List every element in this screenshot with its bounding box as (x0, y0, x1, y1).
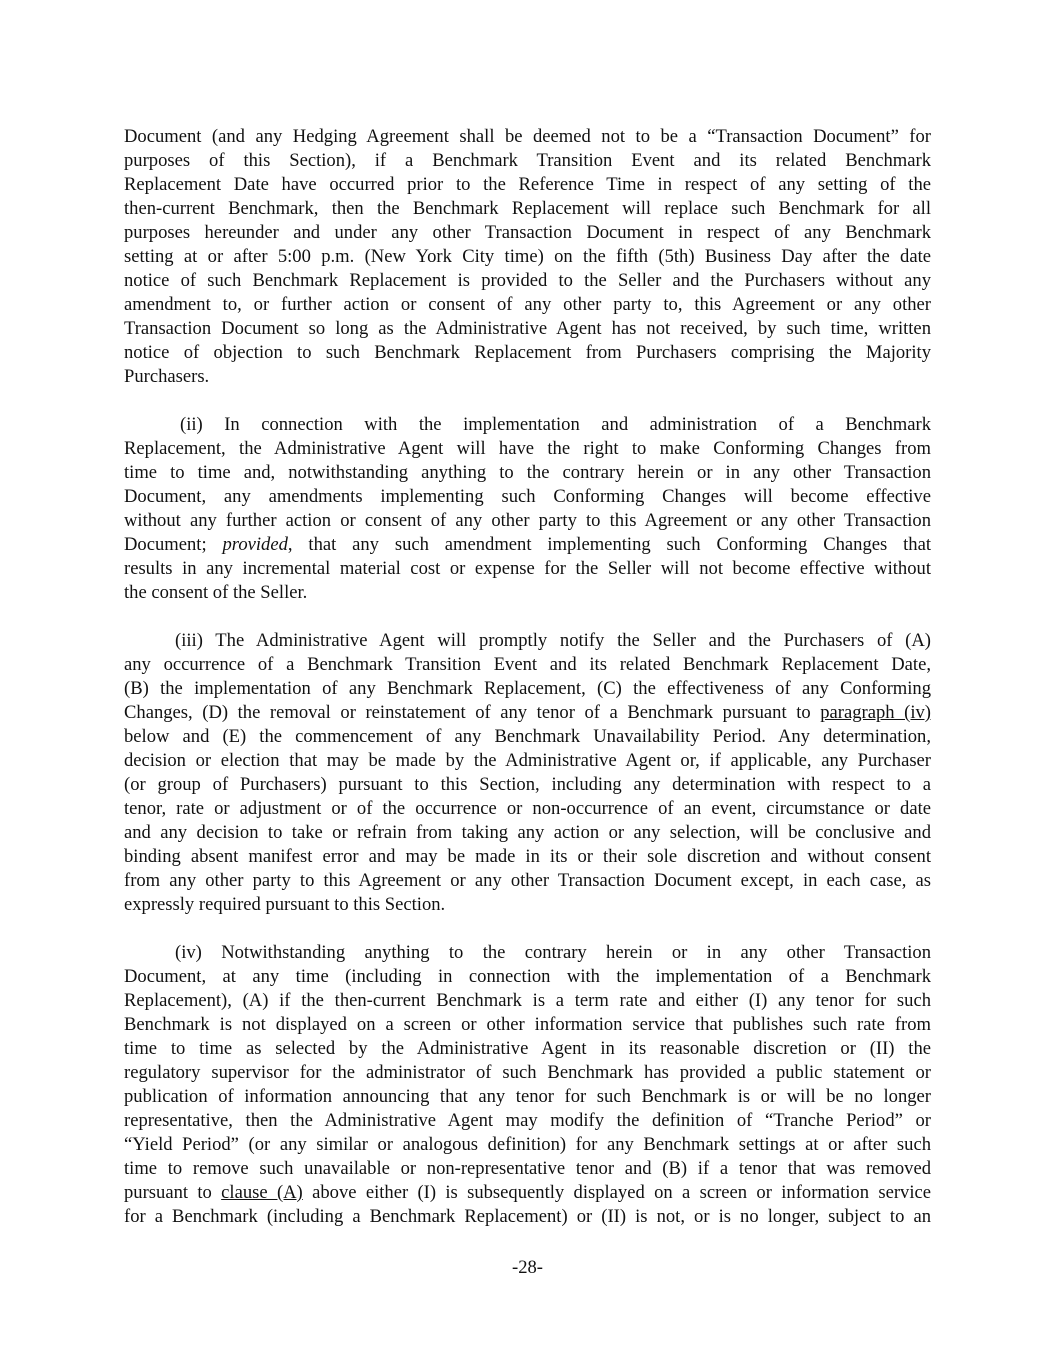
text-line: below and (E) the commencement of any Benchmark Unavailability Period. Any determination, (124, 726, 931, 747)
text-line: without any further action or consent of any other party to this Agreement or any other Transaction (124, 510, 931, 531)
text-line: Purchasers. (124, 366, 210, 387)
text-run: , that any such amendment implementing such Conforming Changes that (287, 534, 931, 555)
text-line: Document (and any Hedging Agreement shall be deemed not to be a “Transaction Document” for (124, 126, 931, 147)
text-line: (ii) In connection with the implementation and administration of a Benchmark (180, 414, 931, 435)
text-line: (B) the implementation of any Benchmark Replacement, (C) the effectiveness of any Conforming (124, 678, 931, 699)
text-line: time to time as selected by the Administrative Agent in its reasonable discretion or (II) the (124, 1038, 931, 1059)
text-line: setting at or after 5:00 p.m. (New York City time) on the fifth (5th) Business Day after the date (124, 246, 931, 267)
text-line: purposes hereunder and under any other Transaction Document in respect of any Benchmark (124, 222, 931, 243)
text-line: notice of objection to such Benchmark Replacement from Purchasers comprising the Majority (124, 342, 931, 363)
text-line: Replacement), (A) if the then-current Benchmark is a term rate and either (I) any tenor for such (124, 990, 931, 1011)
text-line: Replacement, the Administrative Agent will have the right to make Conforming Changes from (124, 438, 931, 459)
text-line: time to time and, notwithstanding anything to the contrary herein or in any other Transaction (124, 462, 931, 483)
text-line: Replacement Date have occurred prior to the Reference Time in respect of any setting of the (124, 174, 931, 195)
text-line: any occurrence of a Benchmark Transition Event and its related Benchmark Replacement Date, (124, 654, 931, 675)
text-line: Document, at any time (including in connection with the implementation of a Benchmark (124, 966, 931, 987)
text-line (124, 1181, 931, 1205)
text-line: tenor, rate or adjustment or of the occurrence or non-occurrence of an event, circumstance or date (124, 798, 931, 819)
paragraph (124, 125, 931, 389)
text-line: representative, then the Administrative Agent may modify the definition of “Tranche Period” or (124, 1110, 931, 1131)
text-run: Document; (124, 534, 223, 555)
text-line: then-current Benchmark, then the Benchmark Replacement will replace such Benchmark for all (124, 198, 931, 219)
text-line (124, 533, 931, 557)
emphasis: provided (222, 534, 288, 555)
text-line: (or group of Purchasers) pursuant to this Section, including any determination with respect to a (124, 774, 931, 795)
cross-reference: paragraph (iv) (820, 702, 931, 723)
text-run: above either (I) is subsequently displayed on a screen or information service (302, 1182, 931, 1203)
document-body (124, 125, 931, 1253)
text-line: Benchmark is not displayed on a screen or other information service that publishes such rate from (124, 1014, 931, 1035)
text-line: and any decision to take or refrain from taking any action or any selection, will be conclusive and (124, 822, 931, 843)
text-line: notice of such Benchmark Replacement is provided to the Seller and the Purchasers without any (124, 270, 931, 291)
text-line: Transaction Document so long as the Administrative Agent has not received, by such time, written (124, 318, 931, 339)
text-line: binding absent manifest error and may be made in its or their sole discretion and without consent (124, 846, 931, 867)
text-line: publication of information announcing that any tenor for such Benchmark is or will be no longer (124, 1086, 931, 1107)
text-line: the consent of the Seller. (124, 582, 308, 603)
paragraph (124, 629, 931, 917)
text-line: from any other party to this Agreement or any other Transaction Document except, in each case, as (124, 870, 931, 891)
text-line: time to remove such unavailable or non-representative tenor and (B) if a tenor that was removed (124, 1158, 931, 1179)
text-line: Document, any amendments implementing such Conforming Changes will become effective (124, 486, 931, 507)
page-number: -28- (512, 1257, 543, 1278)
text-line: expressly required pursuant to this Section. (124, 894, 446, 915)
text-run: Changes, (D) the removal or reinstatement of any tenor of a Benchmark pursuant to (124, 702, 821, 723)
cross-reference: clause (A) (221, 1182, 303, 1203)
text-line: purposes of this Section), if a Benchmark Transition Event and its related Benchmark (124, 150, 931, 171)
text-line: for a Benchmark (including a Benchmark Replacement) or (II) is not, or is no longer, subject to an (124, 1206, 931, 1227)
paragraph (124, 413, 931, 605)
text-line: (iv) Notwithstanding anything to the contrary herein or in any other Transaction (175, 942, 931, 963)
text-line: regulatory supervisor for the administrator of such Benchmark has provided a public statement or (124, 1062, 931, 1083)
text-line: (iii) The Administrative Agent will promptly notify the Seller and the Purchasers of (A) (175, 630, 931, 651)
text-line: amendment to, or further action or consent of any other party to, this Agreement or any other (124, 294, 931, 315)
text-line: results in any incremental material cost or expense for the Seller will not become effective without (124, 558, 931, 579)
text-line: “Yield Period” (or any similar or analogous definition) for any Benchmark settings at or after such (124, 1134, 931, 1155)
paragraph (124, 941, 931, 1229)
text-line: decision or election that may be made by the Administrative Agent or, if applicable, any Purchaser (124, 750, 931, 771)
text-line (124, 701, 931, 725)
text-run: pursuant to (124, 1182, 222, 1203)
